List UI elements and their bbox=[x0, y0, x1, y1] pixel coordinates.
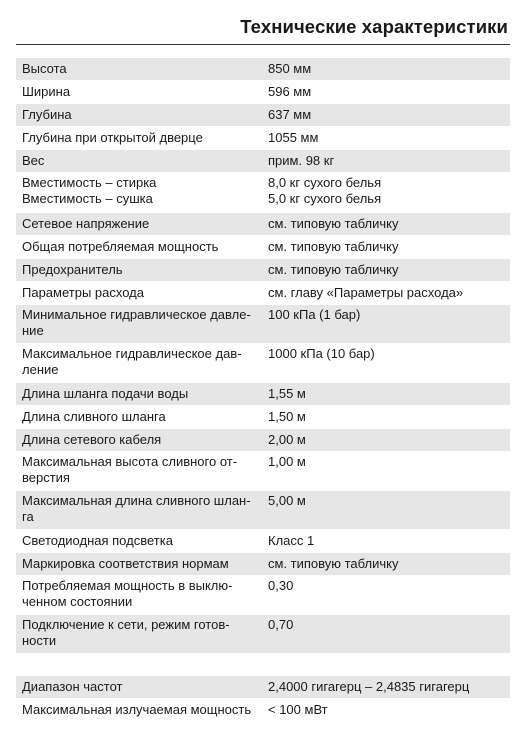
spec-value bbox=[260, 81, 510, 103]
spec-value-line: 2,4000 гигагерц – 2,4835 гигагерц bbox=[268, 679, 470, 694]
spec-value bbox=[260, 406, 510, 428]
page-title: Технические характеристики bbox=[240, 16, 508, 37]
spec-label bbox=[16, 576, 260, 614]
spec-label bbox=[16, 406, 260, 428]
spec-row bbox=[16, 281, 510, 304]
spec-label-line: Подключение к сети, режим готов- bbox=[22, 617, 230, 632]
spec-row bbox=[16, 258, 510, 281]
spec-rows bbox=[16, 57, 510, 653]
spec-label-line: Высота bbox=[22, 61, 67, 76]
spec-label bbox=[16, 58, 260, 80]
title-divider bbox=[16, 44, 510, 45]
spec-value bbox=[260, 530, 510, 552]
spec-label bbox=[16, 553, 260, 575]
spec-label bbox=[16, 452, 260, 490]
spec-row bbox=[16, 343, 510, 382]
spec-value-line: 1,50 м bbox=[268, 409, 306, 424]
spec-label-line: Вес bbox=[22, 153, 45, 168]
spec-label-line: Длина сетевого кабеля bbox=[22, 432, 162, 447]
spec-row bbox=[16, 304, 510, 343]
spec-value bbox=[260, 150, 510, 172]
spec-value bbox=[260, 429, 510, 451]
spec-row bbox=[16, 126, 510, 149]
spec-label bbox=[16, 236, 260, 258]
spec-label-line: Сетевое напряжение bbox=[22, 216, 150, 231]
spec-row bbox=[16, 552, 510, 575]
radio-spec-rows bbox=[16, 675, 510, 721]
spec-row bbox=[16, 382, 510, 405]
spec-value-line: см. типовую табличку bbox=[268, 239, 399, 254]
spec-row bbox=[16, 172, 510, 212]
section-gap bbox=[16, 653, 510, 675]
spec-value-line: см. типовую табличку bbox=[268, 216, 399, 231]
spec-value bbox=[260, 173, 510, 212]
spec-value-line: 2,00 м bbox=[268, 432, 306, 447]
spec-value-line: < 100 мВт bbox=[268, 702, 328, 717]
spec-value bbox=[260, 553, 510, 575]
spec-value-line: 5,00 м bbox=[268, 493, 306, 508]
spec-row bbox=[16, 451, 510, 490]
spec-value bbox=[260, 452, 510, 490]
spec-value-line: 8,0 кг сухого белья bbox=[268, 175, 382, 190]
spec-label-line: Маркировка соответствия нормам bbox=[22, 556, 229, 571]
spec-label bbox=[16, 344, 260, 382]
spec-label-line: Глубина bbox=[22, 107, 72, 122]
spec-label bbox=[16, 615, 260, 653]
spec-row bbox=[16, 212, 510, 235]
spec-row bbox=[16, 149, 510, 172]
spec-label bbox=[16, 429, 260, 451]
spec-value bbox=[260, 615, 510, 653]
spec-label-line: Вместимость – стирка bbox=[22, 175, 157, 190]
spec-label bbox=[16, 305, 260, 343]
spec-row bbox=[16, 103, 510, 126]
spec-value-line: 596 мм bbox=[268, 84, 312, 99]
radio-spec-row bbox=[16, 675, 510, 698]
spec-label-line: Минимальное гидравлическое давле- bbox=[22, 307, 251, 322]
spec-label bbox=[16, 81, 260, 103]
spec-label-line: верстия bbox=[22, 470, 70, 485]
spec-label-line: Диапазон частот bbox=[22, 679, 123, 694]
spec-value bbox=[260, 305, 510, 343]
spec-value-line: 850 мм bbox=[268, 61, 312, 76]
spec-value bbox=[260, 491, 510, 529]
spec-value bbox=[260, 58, 510, 80]
spec-label-line: Предохранитель bbox=[22, 262, 123, 277]
spec-label-line: Ширина bbox=[22, 84, 71, 99]
spec-row bbox=[16, 428, 510, 451]
spec-value bbox=[260, 236, 510, 258]
spec-value-line: 1055 мм bbox=[268, 130, 319, 145]
spec-label-line: Максимальная излучаемая мощность bbox=[22, 702, 252, 717]
spec-label-line: Максимальная длина сливного шлан- bbox=[22, 493, 251, 508]
spec-table bbox=[16, 57, 510, 721]
spec-value-line: 0,30 bbox=[268, 578, 294, 593]
spec-label bbox=[16, 127, 260, 149]
spec-value bbox=[260, 676, 510, 698]
spec-label bbox=[16, 383, 260, 405]
spec-value-line: 1,55 м bbox=[268, 386, 306, 401]
spec-value-line: 5,0 кг сухого белья bbox=[268, 191, 382, 206]
spec-value-line: 1000 кПа (10 бар) bbox=[268, 346, 375, 361]
spec-label-line: ние bbox=[22, 323, 44, 338]
spec-label-line: Длина сливного шланга bbox=[22, 409, 166, 424]
spec-label-line: Максимальное гидравлическое дав- bbox=[22, 346, 242, 361]
spec-value bbox=[260, 383, 510, 405]
spec-value bbox=[260, 127, 510, 149]
spec-label bbox=[16, 282, 260, 304]
spec-label bbox=[16, 491, 260, 529]
spec-row bbox=[16, 405, 510, 428]
spec-row bbox=[16, 80, 510, 103]
spec-label-line: Глубина при открытой дверце bbox=[22, 130, 203, 145]
spec-value-line: 637 мм bbox=[268, 107, 312, 122]
spec-label-line: Вместимость – сушка bbox=[22, 191, 153, 206]
spec-value bbox=[260, 282, 510, 304]
spec-value bbox=[260, 344, 510, 382]
spec-row bbox=[16, 614, 510, 653]
spec-value-line: 100 кПа (1 бар) bbox=[268, 307, 361, 322]
spec-label bbox=[16, 530, 260, 552]
spec-value-line: Класс 1 bbox=[268, 533, 315, 548]
spec-label bbox=[16, 676, 260, 698]
spec-value bbox=[260, 699, 510, 721]
radio-spec-row bbox=[16, 698, 510, 721]
spec-label-line: ление bbox=[22, 362, 59, 377]
spec-label-line: Параметры расхода bbox=[22, 285, 144, 300]
spec-row bbox=[16, 529, 510, 552]
spec-label-line: Потребляемая мощность в выклю- bbox=[22, 578, 233, 593]
spec-value bbox=[260, 259, 510, 281]
spec-row bbox=[16, 57, 510, 80]
spec-label-line: Максимальная высота сливного от- bbox=[22, 454, 238, 469]
spec-value-line: см. типовую табличку bbox=[268, 556, 399, 571]
spec-label-line: ченном состоянии bbox=[22, 594, 133, 609]
spec-label bbox=[16, 104, 260, 126]
spec-row bbox=[16, 490, 510, 529]
spec-label-line: га bbox=[22, 509, 34, 524]
spec-label-line: ности bbox=[22, 633, 57, 648]
spec-value bbox=[260, 576, 510, 614]
spec-row bbox=[16, 575, 510, 614]
spec-value-line: 1,00 м bbox=[268, 454, 306, 469]
spec-value-line: 0,70 bbox=[268, 617, 294, 632]
spec-value-line: прим. 98 кг bbox=[268, 153, 335, 168]
spec-label bbox=[16, 259, 260, 281]
spec-label-line: Общая потребляемая мощность bbox=[22, 239, 219, 254]
spec-label bbox=[16, 213, 260, 235]
spec-value bbox=[260, 104, 510, 126]
spec-value-line: см. типовую табличку bbox=[268, 262, 399, 277]
spec-label bbox=[16, 699, 260, 721]
spec-value bbox=[260, 213, 510, 235]
spec-label-line: Светодиодная подсветка bbox=[22, 533, 173, 548]
spec-label bbox=[16, 150, 260, 172]
spec-label bbox=[16, 173, 260, 212]
spec-value-line: см. главу «Параметры расхода» bbox=[268, 285, 464, 300]
spec-label-line: Длина шланга подачи воды bbox=[22, 386, 189, 401]
spec-row bbox=[16, 235, 510, 258]
